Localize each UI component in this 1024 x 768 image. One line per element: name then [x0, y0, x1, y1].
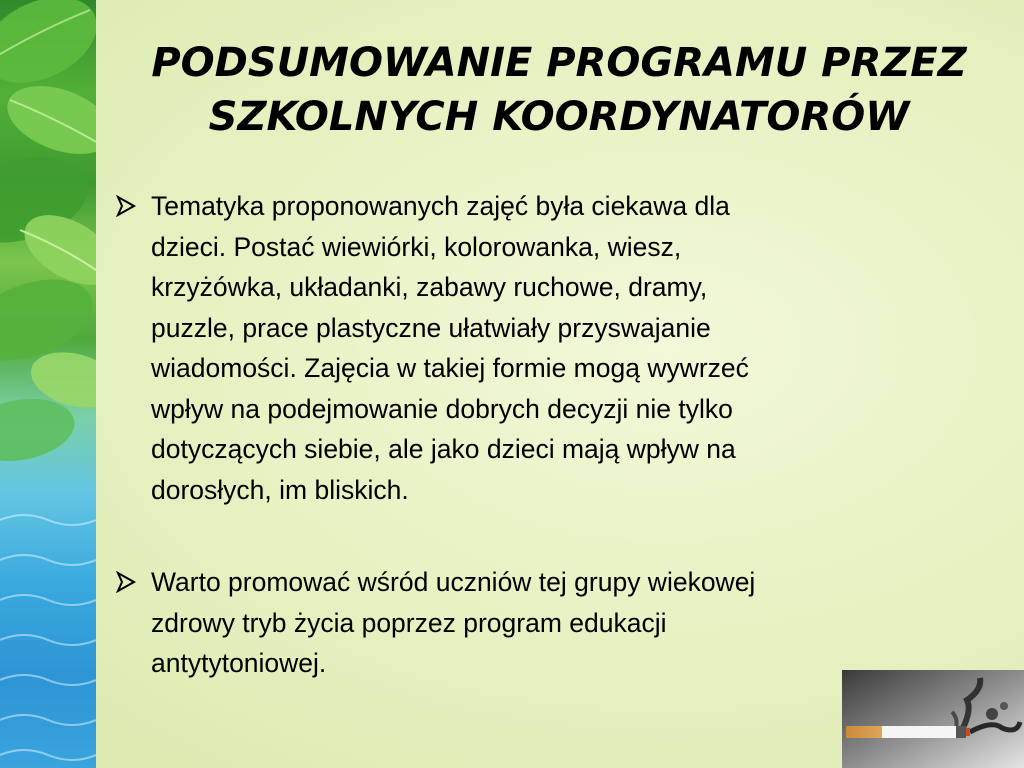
bullet-list [115, 186, 915, 684]
bullet-line: zdrowy tryb życia poprzez program edukacji [151, 607, 667, 638]
bullet-text [151, 562, 915, 684]
bullet-line: wiadomości. Zajęcia w takiej formie mogą wywrzeć [151, 353, 749, 383]
bullet-line: puzzle, prace plastyczne ułatwiały przyswajanie [151, 312, 711, 343]
bullet-line: dzieci. Postać wiewiórki, kolorowanka, wiesz, [151, 231, 682, 262]
bullet-line: dotyczących siebie, ale jako dzieci mają wpływ na [151, 434, 736, 464]
arrow-bullet-icon [115, 195, 137, 217]
slide-title-line: PODSUMOWANIE PROGRAMU PRZEZ [151, 40, 967, 86]
bullet-item [115, 186, 915, 510]
bullet-line: Warto promować wśród uczniów tej grupy wiekowej [151, 567, 756, 597]
slide-title [104, 36, 1014, 144]
bullet-line: Tematyka proponowanych zajęć była ciekawa dla [151, 191, 730, 221]
bullet-text [151, 186, 915, 510]
bullet-line: wpływ na podejmowanie dobrych decyzji nie tylko [151, 393, 733, 424]
bullet-line: krzyżówka, układanki, zabawy ruchowe, dramy, [151, 272, 708, 302]
bullet-item [115, 562, 915, 684]
slide-title-line: SZKOLNYCH KOORDYNATORÓW [208, 94, 910, 140]
arrow-bullet-icon [115, 571, 137, 593]
cigarette-smoke-photo [842, 670, 1024, 768]
leaves-and-water-decoration [0, 0, 96, 768]
bullet-line: antytytoniowej. [151, 648, 327, 678]
bullet-line: dorosłych, im bliskich. [151, 474, 409, 505]
